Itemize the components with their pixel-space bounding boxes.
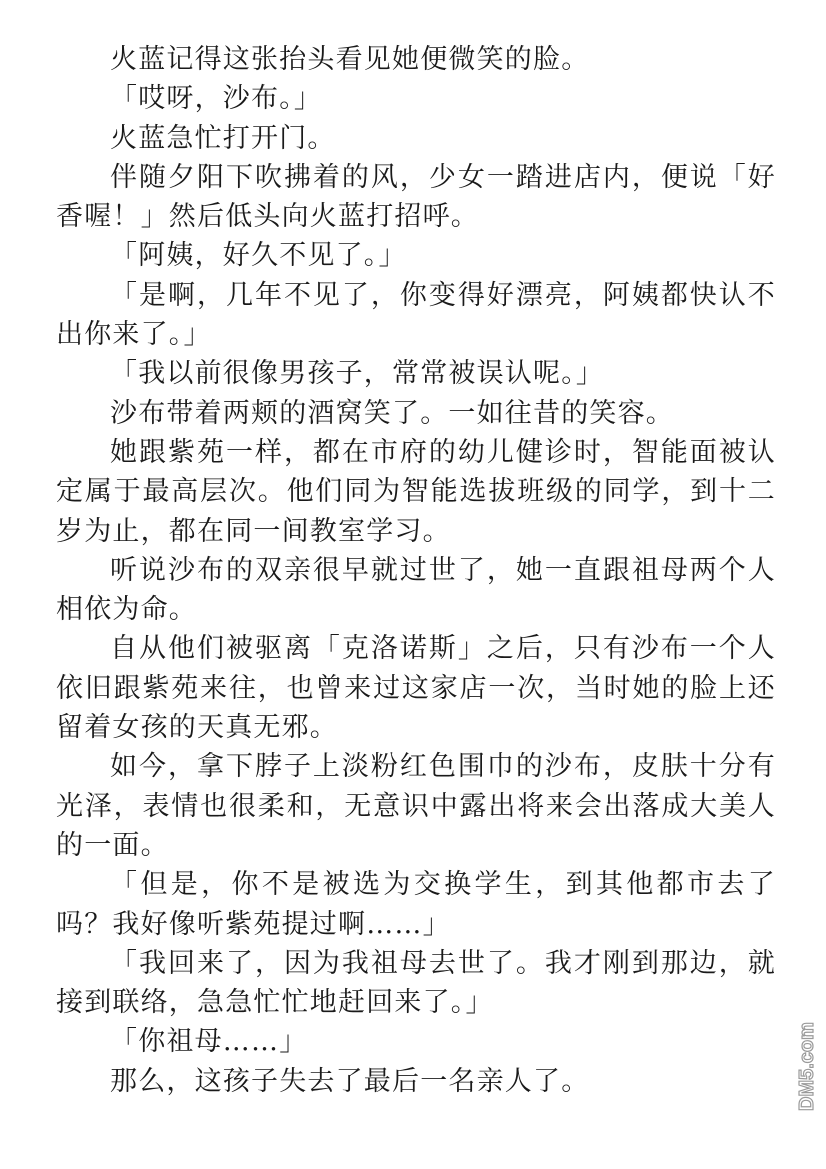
paragraph: 「是啊，几年不见了，你变得好漂亮，阿姨都快认不出你来了。」: [56, 279, 776, 351]
paragraph: 她跟紫苑一样，都在市府的幼儿健诊时，智能面被认定属于最高层次。他们同为智能选拔班级的同学，到十二岁为止，都在同一间教室学习。: [56, 436, 776, 547]
dm5-watermark-logo: [788, 1003, 820, 1113]
paragraph: 火蓝记得这张抬头看见她便微笑的脸。: [110, 44, 590, 75]
paragraph: 自从他们被驱离「克洛诺斯」之后，只有沙布一个人依旧跟紫苑来往，也曾来过这家店一次，当时她的脸上还留着女孩的天真无邪。: [56, 633, 776, 744]
page-text: [56, 40, 776, 1101]
paragraph: 火蓝急忙打开门。: [110, 122, 336, 154]
paragraph: 「我回来了，因为我祖母去世了。我才刚到那边，就接到联络，急急忙忙地赶回来了。」: [56, 947, 776, 1019]
paragraph: 沙布带着两颊的酒窝笑了。一如往昔的笑容。: [110, 397, 674, 429]
watermark-text: DM5.com: [796, 1022, 818, 1111]
paragraph: 「但是，你不是被选为交换学生，到其他都市去了吗？我好像听紫苑提过啊……」: [56, 869, 776, 940]
paragraph: 伴随夕阳下吹拂着的风，少女一踏进店内，便说「好香喔！」然后低头向火蓝打招呼。: [56, 161, 776, 233]
paragraph: 如今，拿下脖子上淡粉红色围巾的沙布，皮肤十分有光泽，表情也很柔和，无意识中露出将来会出落成大美人的一面。: [56, 751, 776, 861]
paragraph: 「哎呀，沙布。」: [110, 83, 323, 115]
paragraph: 听说沙布的双亲很早就过世了，她一直跟祖母两个人相依为命。: [56, 554, 776, 626]
paragraph: 「阿姨，好久不见了。」: [110, 240, 407, 272]
paragraph: 「我以前很像男孩子，常常被误认呢。」: [110, 358, 605, 390]
paragraph: 那么，这孩子失去了最后一名亲人了。: [110, 1065, 590, 1097]
paragraph: 「你祖母……」: [110, 1026, 308, 1058]
